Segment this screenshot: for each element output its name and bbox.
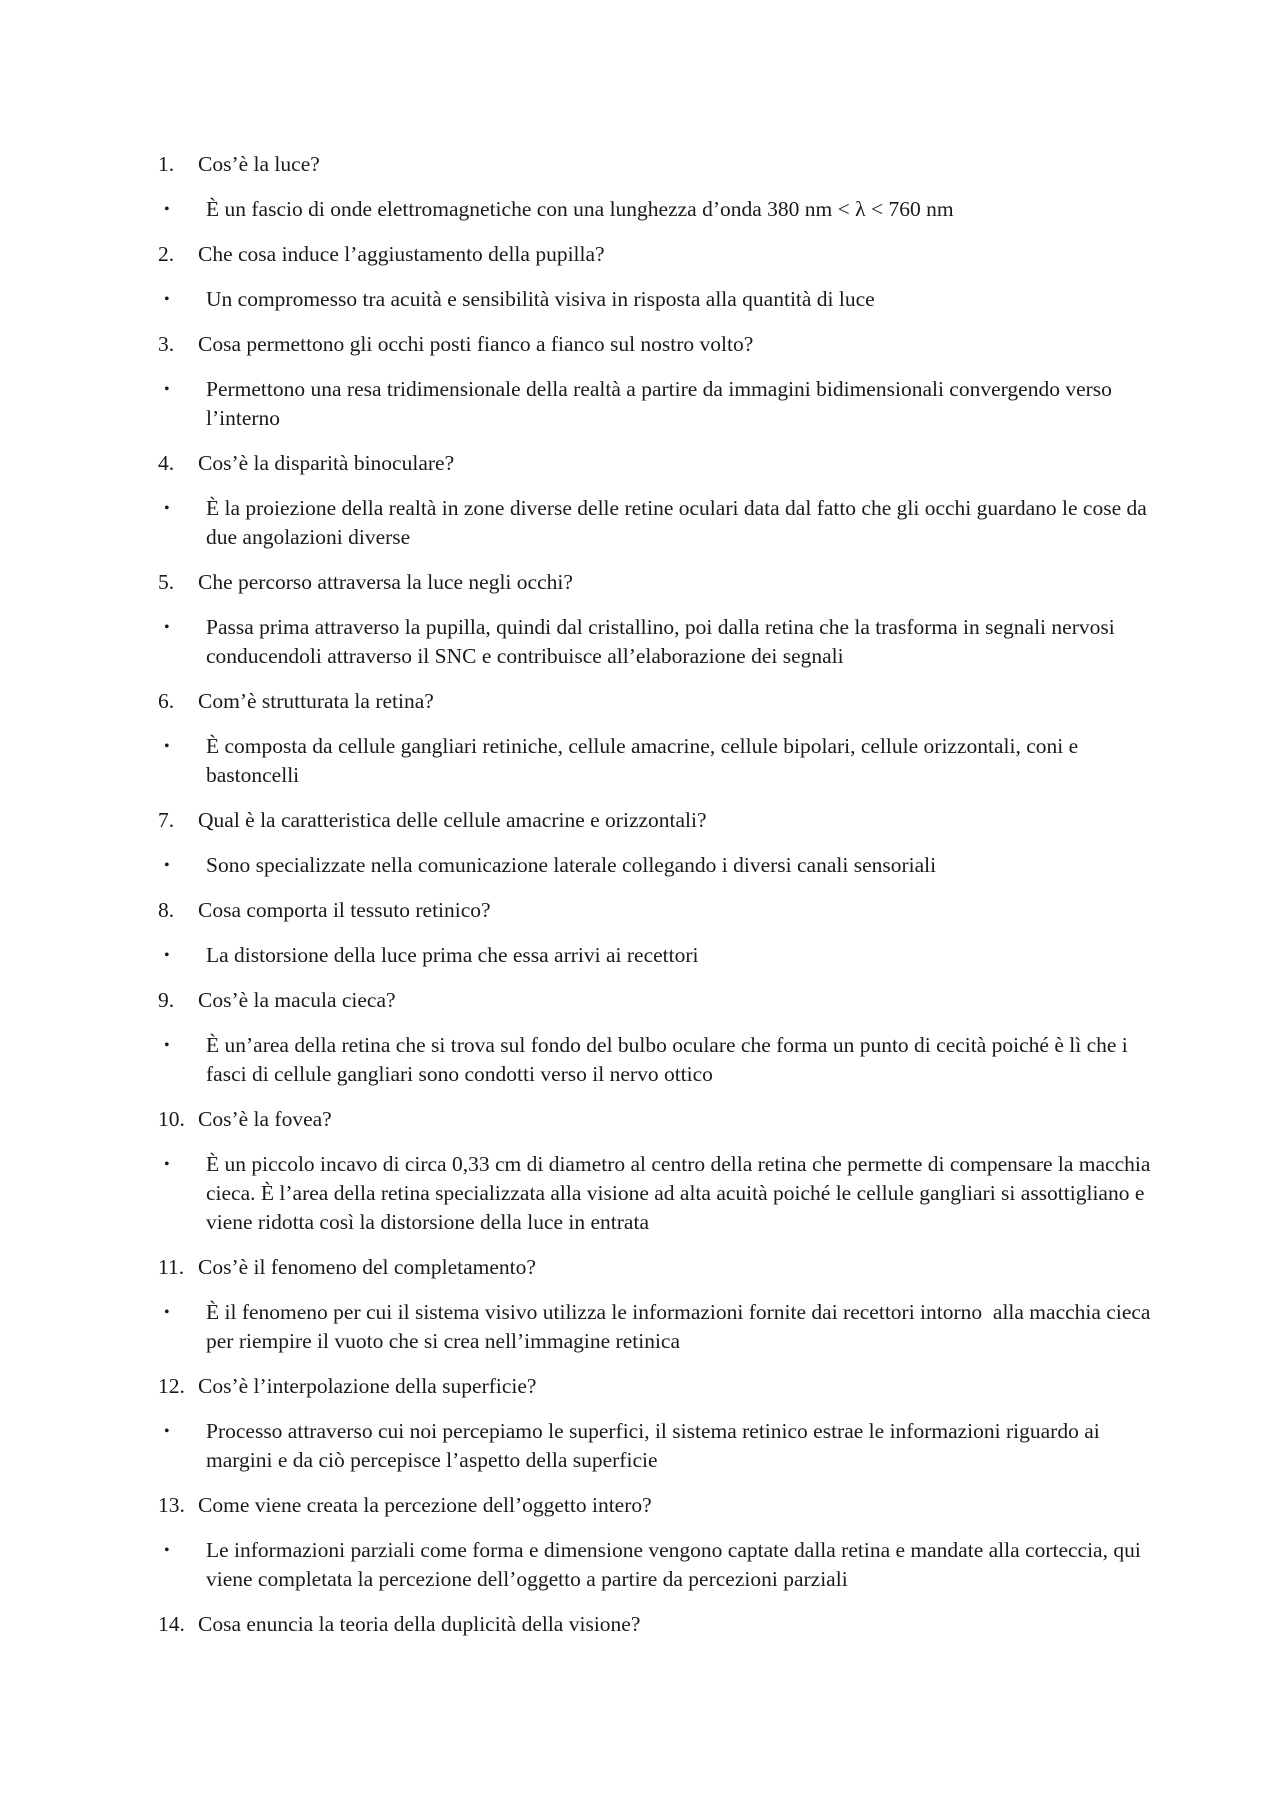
question-item: [158, 240, 1158, 269]
answer-text: Un compromesso tra acuità e sensibilità visiva in risposta alla quantità di luce: [206, 287, 875, 311]
question-item: [158, 687, 1158, 716]
question-number: 14.: [158, 1612, 185, 1636]
question-item: [158, 449, 1158, 478]
question-item: [158, 1372, 1158, 1401]
answer-text: Processo attraverso cui noi percepiamo le superfici, il sistema retinico estrae le informazioni riguardo ai margini e da ciò percepisce l’aspetto della superficie: [206, 1419, 1100, 1472]
answer-text: Permettono una resa tridimensionale della realtà a partire da immagini bidimensionali convergendo verso l’interno: [206, 377, 1112, 430]
question-text: Qual è la caratteristica delle cellule amacrine e orizzontali?: [198, 808, 707, 832]
answer-item: [158, 851, 1158, 880]
bullet-icon: •: [164, 291, 170, 308]
answer-item: [158, 1150, 1158, 1237]
question-number: 13.: [158, 1493, 185, 1517]
question-number: 7.: [158, 808, 175, 832]
question-text: Come viene creata la percezione dell’oggetto intero?: [198, 1493, 652, 1517]
qa-list: [158, 150, 1158, 1655]
question-number: 11.: [158, 1255, 185, 1279]
answer-text: Passa prima attraverso la pupilla, quindi dal cristallino, poi dalla retina che la trasforma in segnali nervosi conducendoli attraverso il SNC e contribuisce all’elaborazione dei segnali: [206, 615, 1115, 668]
question-item: [158, 568, 1158, 597]
question-item: [158, 1253, 1158, 1282]
question-item: [158, 986, 1158, 1015]
question-text: Che cosa induce l’aggiustamento della pupilla?: [198, 242, 605, 266]
question-number: 9.: [158, 988, 175, 1012]
question-item: [158, 330, 1158, 359]
question-item: [158, 806, 1158, 835]
bullet-icon: •: [164, 1156, 170, 1173]
answer-item: [158, 1298, 1158, 1356]
bullet-icon: •: [164, 947, 170, 964]
question-number: 12.: [158, 1374, 185, 1398]
answer-text: È composta da cellule gangliari retiniche, cellule amacrine, cellule bipolari, cellule orizzontali, coni e bastoncelli: [206, 734, 1079, 787]
question-item: [158, 1491, 1158, 1520]
answer-item: [158, 613, 1158, 671]
answer-item: [158, 195, 1158, 224]
question-text: Che percorso attraversa la luce negli occhi?: [198, 570, 573, 594]
answer-text: È un’area della retina che si trova sul fondo del bulbo oculare che forma un punto di cecità poiché è lì che i fasci di cellule gangliari sono condotti verso il nervo ottico: [206, 1033, 1128, 1086]
answer-text: Sono specializzate nella comunicazione laterale collegando i diversi canali sensoriali: [206, 853, 937, 877]
question-number: 3.: [158, 332, 175, 356]
bullet-icon: •: [164, 738, 170, 755]
question-number: 4.: [158, 451, 175, 475]
bullet-icon: •: [164, 201, 170, 218]
question-number: 5.: [158, 570, 175, 594]
question-number: 10.: [158, 1107, 185, 1131]
question-item: [158, 1105, 1158, 1134]
answer-text: Le informazioni parziali come forma e dimensione vengono captate dalla retina e mandate alla corteccia, qui viene completata la percezione dell’oggetto a partire da percezioni parziali: [206, 1538, 1141, 1591]
question-text: Cos’è la luce?: [198, 152, 320, 176]
answer-item: [158, 1417, 1158, 1475]
question-text: Cos’è la fovea?: [198, 1107, 332, 1131]
answer-item: [158, 285, 1158, 314]
answer-item: [158, 941, 1158, 970]
question-item: [158, 1610, 1158, 1639]
answer-text: È un fascio di onde elettromagnetiche con una lunghezza d’onda 380 nm < λ < 760 nm: [206, 197, 954, 221]
bullet-icon: •: [164, 1304, 170, 1321]
bullet-icon: •: [164, 1423, 170, 1440]
question-text: Cosa comporta il tessuto retinico?: [198, 898, 491, 922]
question-text: Cosa permettono gli occhi posti fianco a fianco sul nostro volto?: [198, 332, 754, 356]
question-number: 6.: [158, 689, 175, 713]
question-text: Com’è strutturata la retina?: [198, 689, 434, 713]
question-text: Cosa enuncia la teoria della duplicità della visione?: [198, 1612, 641, 1636]
bullet-icon: •: [164, 500, 170, 517]
answer-text: È il fenomeno per cui il sistema visivo utilizza le informazioni fornite dai recettori intorno alla macchia cieca per riempire il vuoto che si crea nell’immagine retinica: [206, 1300, 1156, 1353]
bullet-icon: •: [164, 857, 170, 874]
answer-text: È un piccolo incavo di circa 0,33 cm di diametro al centro della retina che permette di compensare la macchia cieca. È l’area della retina specializzata alla visione ad alta acuità poiché le cellule gangliari si assottigliano e viene ridotta così la distorsione della luce in entrata: [206, 1152, 1151, 1234]
answer-item: [158, 375, 1158, 433]
answer-item: [158, 1536, 1158, 1594]
answer-text: La distorsione della luce prima che essa arrivi ai recettori: [206, 943, 699, 967]
bullet-icon: •: [164, 1542, 170, 1559]
answer-item: [158, 732, 1158, 790]
question-text: Cos’è l’interpolazione della superficie?: [198, 1374, 537, 1398]
question-text: Cos’è il fenomeno del completamento?: [198, 1255, 536, 1279]
question-item: [158, 896, 1158, 925]
answer-text: È la proiezione della realtà in zone diverse delle retine oculari data dal fatto che gli occhi guardano le cose da due angolazioni diverse: [206, 496, 1147, 549]
question-number: 8.: [158, 898, 175, 922]
answer-item: [158, 494, 1158, 552]
bullet-icon: •: [164, 1037, 170, 1054]
question-text: Cos’è la disparità binoculare?: [198, 451, 455, 475]
question-item: [158, 150, 1158, 179]
answer-item: [158, 1031, 1158, 1089]
bullet-icon: •: [164, 381, 170, 398]
question-number: 1.: [158, 152, 175, 176]
question-text: Cos’è la macula cieca?: [198, 988, 396, 1012]
question-number: 2.: [158, 242, 175, 266]
bullet-icon: •: [164, 619, 170, 636]
